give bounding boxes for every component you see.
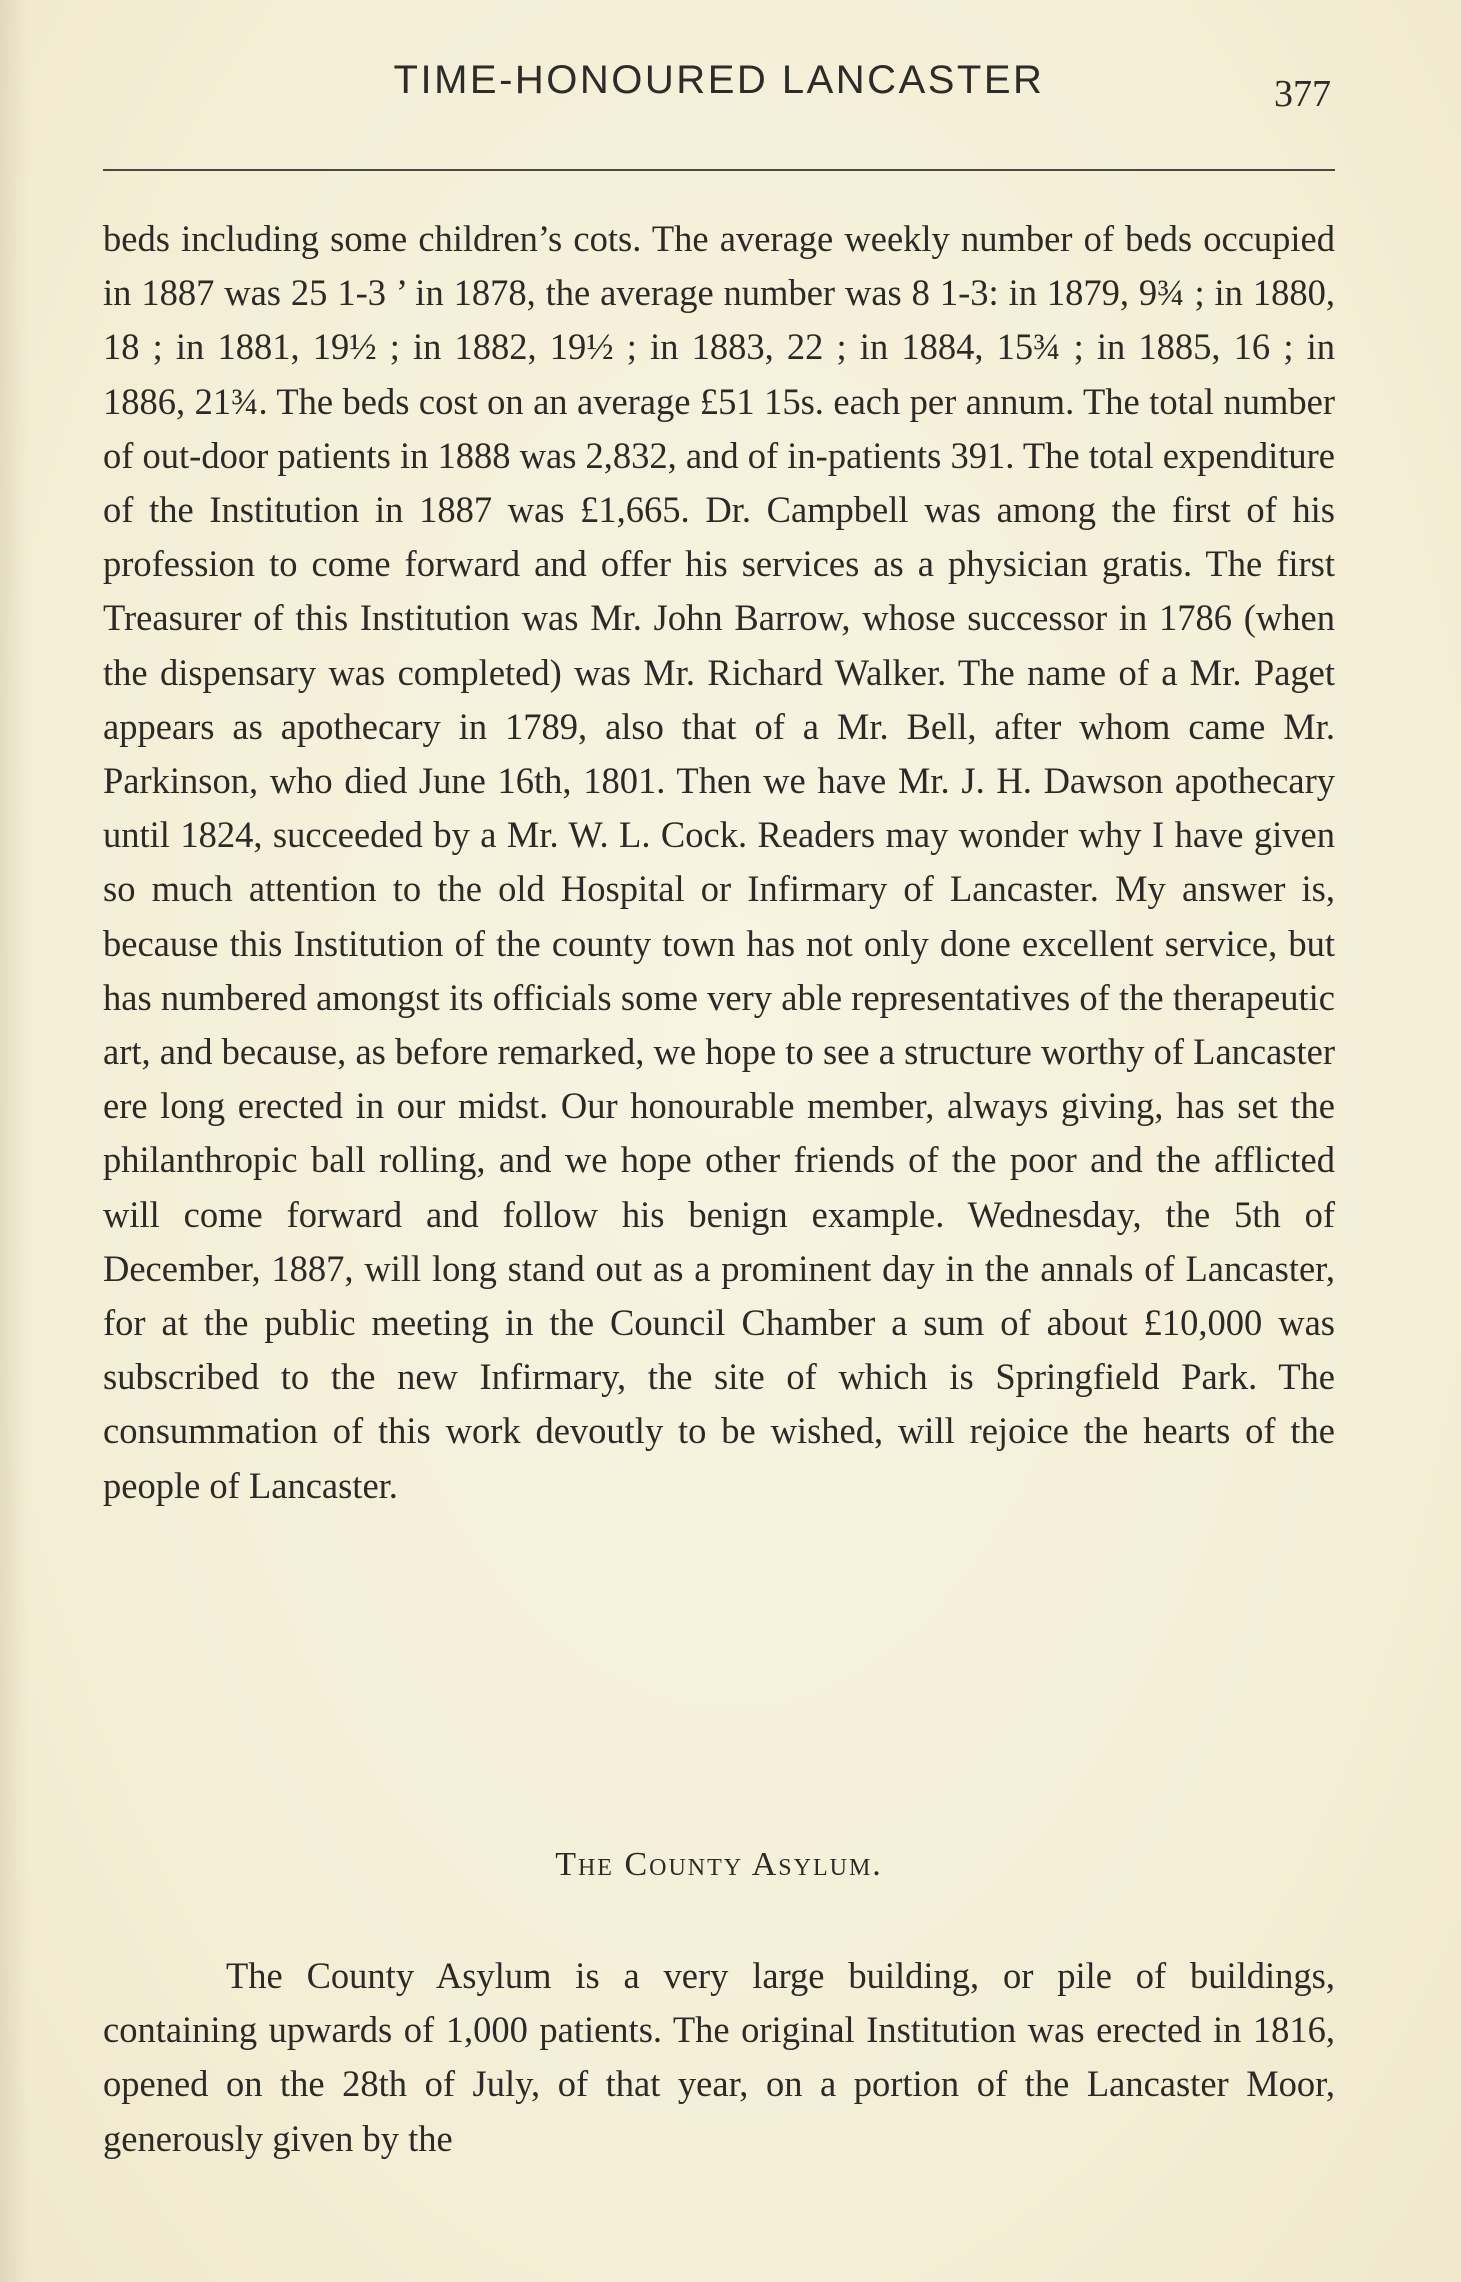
running-title: TIME-HONOURED LANCASTER <box>393 58 1045 102</box>
body-paragraph: beds including some children’s cots. The average weekly number of beds occupied in 1887 was 25 1-3 ’ in 1878, the average number was 8 1-3: in 1879, 9¾ ; in 1880, 18 ; in 1881, 19½ ; in 1882, 19½ ; in 1883, 22 ; in 1884, 15¾ ; in 1885, 16 ; in 1886, 21¾. The beds cost on an average £51 15s. each per annum. The total number of out-door patients in 1888 was 2,832, and of in-patients 391. The total expenditure of the Institution in 1887 was £1,665. Dr. Campbell was among the first of his profession to come forward and offer his services as a physician gratis. The first Treasurer of this Institution was Mr. John Barrow, whose successor in 1786 (when the dispensary was completed) was Mr. Richard Walker. The name of a Mr. Paget appears as apothecary in 1789, also that of a Mr. Bell, after whom came Mr. Parkinson, who died June 16th, 1801. Then we have Mr. J. H. Dawson apothecary until 1824, succeeded by a Mr. W. L. Cock. Readers may wonder why I have given so much attention to the old Hospital or Infirmary of Lancaster. My answer is, because this Institution of the county town has not only done excellent service, but has numbered amongst its officials some very able representatives of the therapeutic art, and because, as before remarked, we hope to see a structure worthy of Lancaster ere long erected in our midst. Our honourable member, always giving, has set the philanthropic ball rolling, and we hope other friends of the poor and the afflicted will come forward and follow his benign example. Wednesday, the 5th of December, 1887, will long stand out as a prominent day in the annals of Lancaster, for at the public meeting in the Council Chamber a sum of about £10,000 was subscribed to the new Infirmary, the site of which is Springfield Park. The consummation of this work devoutly to be wished, will rejoice the hearts of the people of Lancaster. <box>103 218 1335 1506</box>
binding-shadow <box>0 0 28 2282</box>
section-heading: The County Asylum. <box>555 1846 883 1883</box>
page-header <box>103 58 1335 118</box>
header-rule <box>103 169 1335 171</box>
page-number: 377 <box>1274 73 1331 115</box>
body-paragraph-2: The County Asylum is a very large building, or pile of buildings, containing upwards of 1,000 patients. The original Institution was erected in 1816, opened on the 28th of July, of that year, on a portion of the Lancaster Moor, generously given by the <box>103 1955 1335 2159</box>
